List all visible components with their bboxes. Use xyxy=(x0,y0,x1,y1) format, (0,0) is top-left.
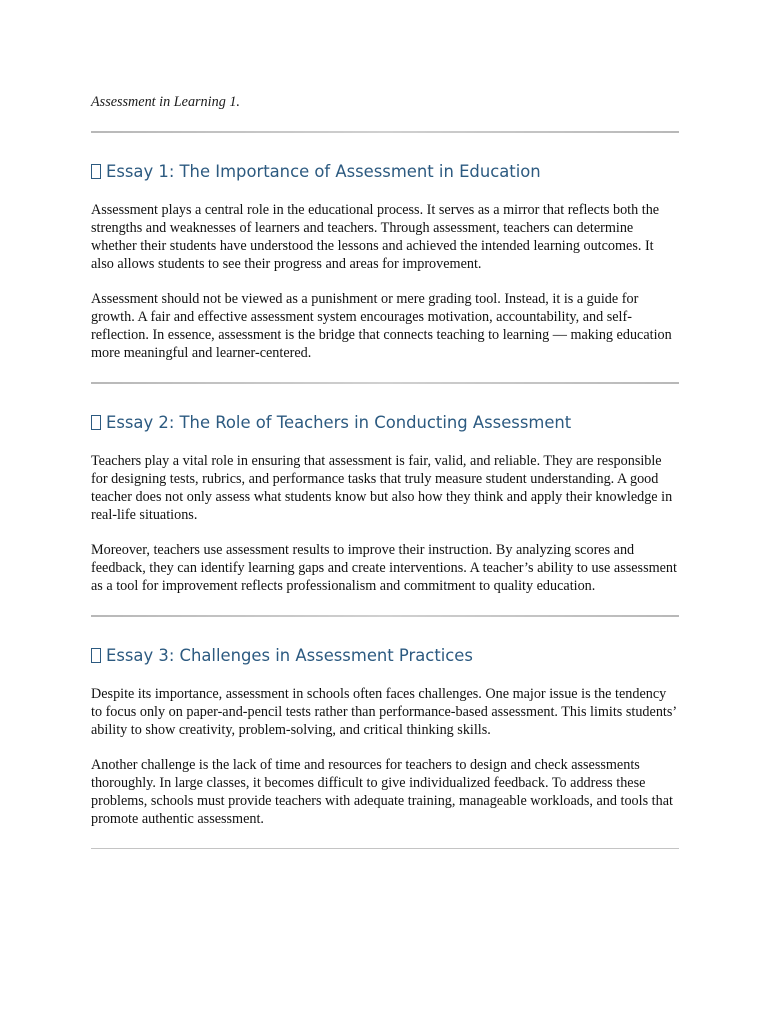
essay-heading-text: Essay 1: The Importance of Assessment in Education xyxy=(106,162,541,181)
essay-heading xyxy=(91,412,679,434)
missing-glyph-box-icon xyxy=(91,415,101,430)
missing-glyph-box-icon xyxy=(91,164,101,179)
essay-heading xyxy=(91,161,679,183)
essay-heading-text: Essay 3: Challenges in Assessment Practices xyxy=(106,645,473,665)
essay-heading-text: Essay 2: The Role of Teachers in Conducting Assessment xyxy=(106,412,572,432)
essay-3 xyxy=(91,645,679,829)
essay-paragraph: Despite its importance, assessment in schools often faces challenges. One major issue is the tendency to focus only on paper-and-pencil tests rather than performance-based assessment. This limits students’ ability to show creativity, problem-solving, and critical thinking skills. xyxy=(91,685,677,738)
essay-1 xyxy=(91,161,679,363)
document-page xyxy=(91,93,679,849)
essay-2 xyxy=(91,412,679,596)
essay-paragraph: Assessment should not be viewed as a punishment or mere grading tool. Instead, it is a guide for growth. A fair and effective assessment system encourages motivation, accountability, and self-reflection. In essence, assessment is the bridge that connects teaching to learning — making education more meaningful and learner-centered. xyxy=(91,291,672,361)
essay-heading xyxy=(91,645,679,667)
divider xyxy=(91,131,679,133)
missing-glyph-box-icon xyxy=(91,648,101,663)
essay-paragraph: Another challenge is the lack of time and resources for teachers to design and check assessments thoroughly. In large classes, it becomes difficult to give individualized feedback. To address these problems, schools must provide teachers with adequate training, manageable workloads, and tools that promote authentic assessment. xyxy=(91,757,673,827)
essay-paragraph: Assessment plays a central role in the educational process. It serves as a mirror that reflects both the strengths and weaknesses of learners and teachers. Through assessment, teachers can determine whether their students have understood the lessons and achieved the intended learning outcomes. It also allows students to see their progress and areas for improvement. xyxy=(91,202,660,272)
divider xyxy=(91,848,679,849)
divider xyxy=(91,615,679,617)
essay-paragraph: Moreover, teachers use assessment results to improve their instruction. By analyzing scores and feedback, they can identify learning gaps and create interventions. A teacher’s ability to use assessment as a tool for improvement reflects professionalism and commitment to quality education. xyxy=(91,542,677,594)
divider xyxy=(91,382,679,384)
document-title: Assessment in Learning 1. xyxy=(91,94,240,110)
essay-paragraph: Teachers play a vital role in ensuring that assessment is fair, valid, and reliable. They are responsible for designing tests, rubrics, and performance tasks that truly measure student understanding. A good teacher does not only assess what students know but also how they think and apply their knowledge in real-life situations. xyxy=(91,452,673,523)
